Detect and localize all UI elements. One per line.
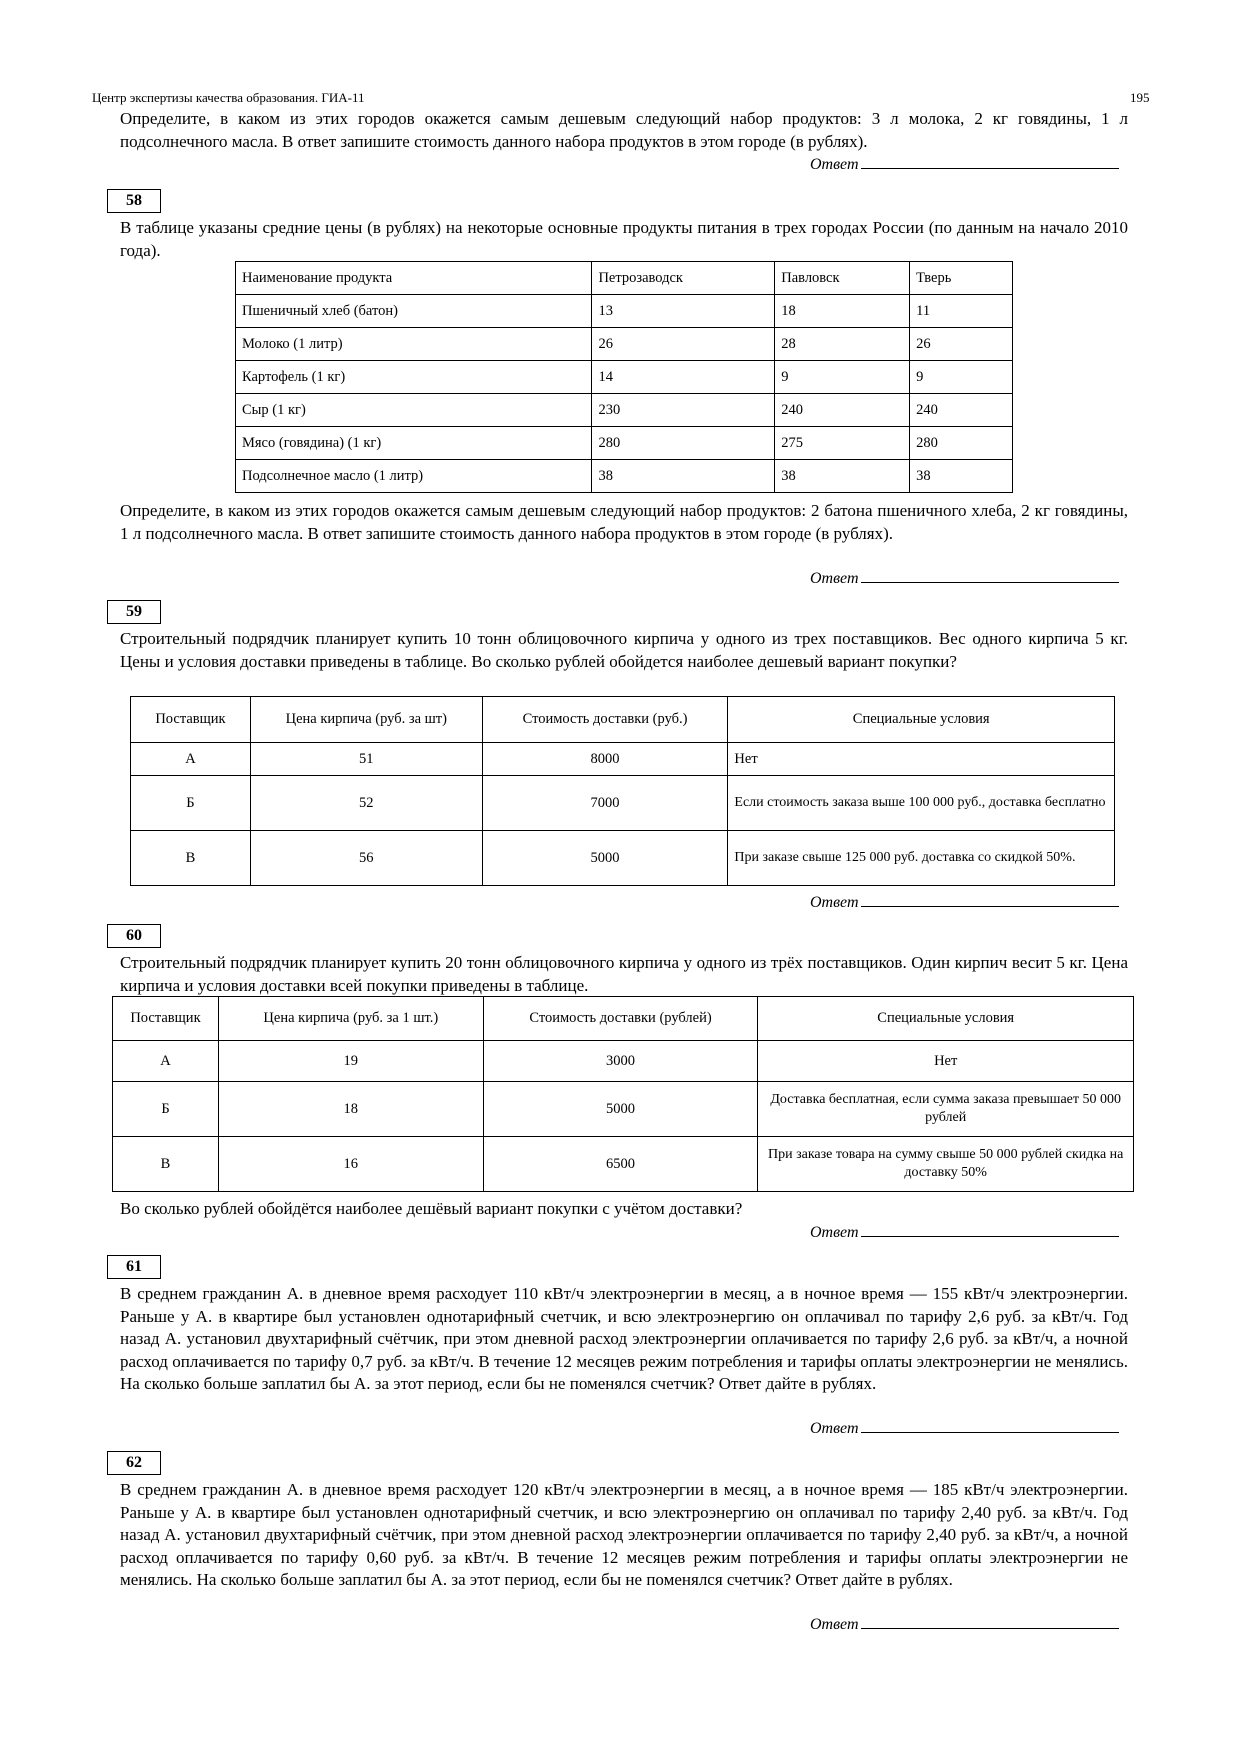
table-cell: 230 (592, 394, 775, 427)
table-cell: Доставка бесплатная, если сумма заказа превышает 50 000 рублей (758, 1082, 1134, 1137)
table-cell: 280 (910, 427, 1013, 460)
answer-field-60[interactable] (810, 1222, 1119, 1242)
table-cell: 240 (910, 394, 1013, 427)
page-header: Центр экспертизы качества образования. ГИА-11 (92, 90, 365, 105)
answer-label: Ответ (810, 894, 859, 911)
table-cell: 7000 (482, 776, 728, 831)
task-57-question: Определите, в каком из этих городов окажется самым дешевым следующий набор продуктов: 3 л молока, 2 кг говядины, 1 л подсолнечного масла. В ответ запишите стоимость данного набора продуктов в этом городе (в рублях). (120, 109, 1128, 151)
table-cell: 18 (775, 295, 910, 328)
answer-line[interactable] (861, 568, 1119, 583)
table-cell: 52 (250, 776, 482, 831)
task-62-text: В среднем гражданин А. в дневное время расходует 120 кВт/ч электроэнергии в месяц, а в ночное время — 185 кВт/ч электроэнергии. Раньше у А. в квартире был установлен однотарифный счетчик, и всю электроэнергию он оплачивал по тарифу 2,40 руб. за кВт/ч. Год назад А. установил двухтарифный счётчик, при этом дневной расход электроэнергии оплачивается по тарифу 2,40 руб. за кВт/ч, а ночной расход оплачивается по тарифу 0,60 руб. за кВт/ч. В течение 12 месяцев режим потребления и тарифы оплаты электроэнергии не менялись. На сколько больше заплатил бы А. за этот период, если бы не поменялся счетчик? Ответ дайте в рублях. (120, 1480, 1128, 1589)
answer-field-59[interactable] (810, 892, 1119, 912)
answer-field-57[interactable] (810, 154, 1119, 174)
table-cell: Молоко (1 литр) (236, 328, 592, 361)
task-58-intro: В таблице указаны средние цены (в рублях) на некоторые основные продукты питания в трех городах России (по данным на начало 2010 года). (120, 218, 1128, 260)
answer-field-62[interactable] (810, 1614, 1119, 1634)
table-cell: Нет (728, 743, 1115, 776)
answer-line[interactable] (861, 1614, 1119, 1629)
table-cell: 5000 (483, 1082, 758, 1137)
table-header-cell: Тверь (910, 262, 1013, 295)
table-cell: 26 (910, 328, 1013, 361)
table-header-cell: Поставщик (113, 997, 219, 1041)
table-cell: 26 (592, 328, 775, 361)
answer-line[interactable] (861, 154, 1119, 169)
table-cell: Мясо (говядина) (1 кг) (236, 427, 592, 460)
table-cell: 56 (250, 831, 482, 886)
table-header-cell: Стоимость доставки (руб.) (482, 697, 728, 743)
task-60-question: Во сколько рублей обойдётся наиболее дешёвый вариант покупки с учётом доставки? (120, 1199, 743, 1218)
task-60-table (112, 996, 1134, 1192)
task-60-intro: Строительный подрядчик планирует купить 20 тонн облицовочного кирпича у одного из трёх поставщиков. Один кирпич весит 5 кг. Цена кирпича и условия доставки всей покупки приведены в таблице. (120, 953, 1128, 995)
table-cell: 38 (592, 460, 775, 493)
table-cell: 14 (592, 361, 775, 394)
answer-line[interactable] (861, 1222, 1119, 1237)
table-cell: 18 (218, 1082, 483, 1137)
table-cell: Б (113, 1082, 219, 1137)
table-header-cell: Стоимость доставки (рублей) (483, 997, 758, 1041)
task-number-59: 59 (107, 600, 161, 624)
table-header-cell: Павловск (775, 262, 910, 295)
answer-label: Ответ (810, 1224, 859, 1241)
table-header-cell: Петрозаводск (592, 262, 775, 295)
task-58-table (235, 261, 1013, 493)
table-cell: В (113, 1137, 219, 1192)
table-header-cell: Специальные условия (758, 997, 1134, 1041)
task-61-text: В среднем гражданин А. в дневное время расходует 110 кВт/ч электроэнергии в месяц, а в ночное время — 155 кВт/ч электроэнергии. Раньше у А. в квартире был установлен однотарифный счетчик, и всю электроэнергию он оплачивал по тарифу 2,6 руб. за кВт/ч. Год назад А. установил двухтарифный счётчик, при этом дневной расход электроэнергии оплачивается по тарифу 2,6 руб. за кВт/ч, а ночной расход оплачивается по тарифу 0,7 руб. за кВт/ч. В течение 12 месяцев режим потребления и тарифы оплаты электроэнергии не менялись. На сколько больше заплатил бы А. за этот период, если бы не поменялся счетчик? Ответ дайте в рублях. (120, 1284, 1128, 1393)
table-cell: 275 (775, 427, 910, 460)
table-cell: При заказе свыше 125 000 руб. доставка со скидкой 50%. (728, 831, 1115, 886)
table-cell: 28 (775, 328, 910, 361)
table-header-cell: Наименование продукта (236, 262, 592, 295)
table-cell: 51 (250, 743, 482, 776)
table-cell: При заказе товара на сумму свыше 50 000 рублей скидка на доставку 50% (758, 1137, 1134, 1192)
answer-label: Ответ (810, 1616, 859, 1633)
task-number-60: 60 (107, 924, 161, 948)
task-number-62: 62 (107, 1451, 161, 1475)
task-number-61: 61 (107, 1255, 161, 1279)
table-cell: 19 (218, 1041, 483, 1082)
table-cell: Сыр (1 кг) (236, 394, 592, 427)
table-cell: 9 (910, 361, 1013, 394)
table-cell: В (131, 831, 251, 886)
table-cell: 280 (592, 427, 775, 460)
answer-line[interactable] (861, 1418, 1119, 1433)
answer-label: Ответ (810, 570, 859, 587)
task-58-question: Определите, в каком из этих городов окажется самым дешевым следующий набор продуктов: 2 батона пшеничного хлеба, 2 кг говядины, 1 л подсолнечного масла. В ответ запишите стоимость данного набора продуктов в этом городе (в рублях). (120, 501, 1128, 543)
answer-field-61[interactable] (810, 1418, 1119, 1438)
table-cell: Если стоимость заказа выше 100 000 руб., доставка бесплатно (728, 776, 1115, 831)
table-header-cell: Цена кирпича (руб. за шт) (250, 697, 482, 743)
table-cell: 8000 (482, 743, 728, 776)
table-cell: 6500 (483, 1137, 758, 1192)
answer-field-58[interactable] (810, 568, 1119, 588)
task-59-table (130, 696, 1115, 886)
table-cell: 38 (910, 460, 1013, 493)
table-cell: 9 (775, 361, 910, 394)
answer-label: Ответ (810, 156, 859, 173)
table-header-cell: Цена кирпича (руб. за 1 шт.) (218, 997, 483, 1041)
answer-label: Ответ (810, 1420, 859, 1437)
table-cell: 5000 (482, 831, 728, 886)
table-header-cell: Поставщик (131, 697, 251, 743)
table-cell: 13 (592, 295, 775, 328)
table-header-cell: Специальные условия (728, 697, 1115, 743)
table-cell: Подсолнечное масло (1 литр) (236, 460, 592, 493)
table-cell: Картофель (1 кг) (236, 361, 592, 394)
task-number-58: 58 (107, 189, 161, 213)
table-cell: А (131, 743, 251, 776)
table-cell: А (113, 1041, 219, 1082)
table-cell: 38 (775, 460, 910, 493)
table-cell: 16 (218, 1137, 483, 1192)
task-59-intro: Строительный подрядчик планирует купить 10 тонн облицовочного кирпича у одного из трех поставщиков. Вес одного кирпича 5 кг. Цены и условия доставки приведены в таблице. Во сколько рублей обойдется наиболее дешевый вариант покупки? (120, 629, 1128, 671)
table-cell: Нет (758, 1041, 1134, 1082)
table-cell: Б (131, 776, 251, 831)
table-cell: 3000 (483, 1041, 758, 1082)
table-cell: Пшеничный хлеб (батон) (236, 295, 592, 328)
page-number: 195 (1130, 90, 1150, 105)
table-cell: 11 (910, 295, 1013, 328)
answer-line[interactable] (861, 892, 1119, 907)
table-cell: 240 (775, 394, 910, 427)
